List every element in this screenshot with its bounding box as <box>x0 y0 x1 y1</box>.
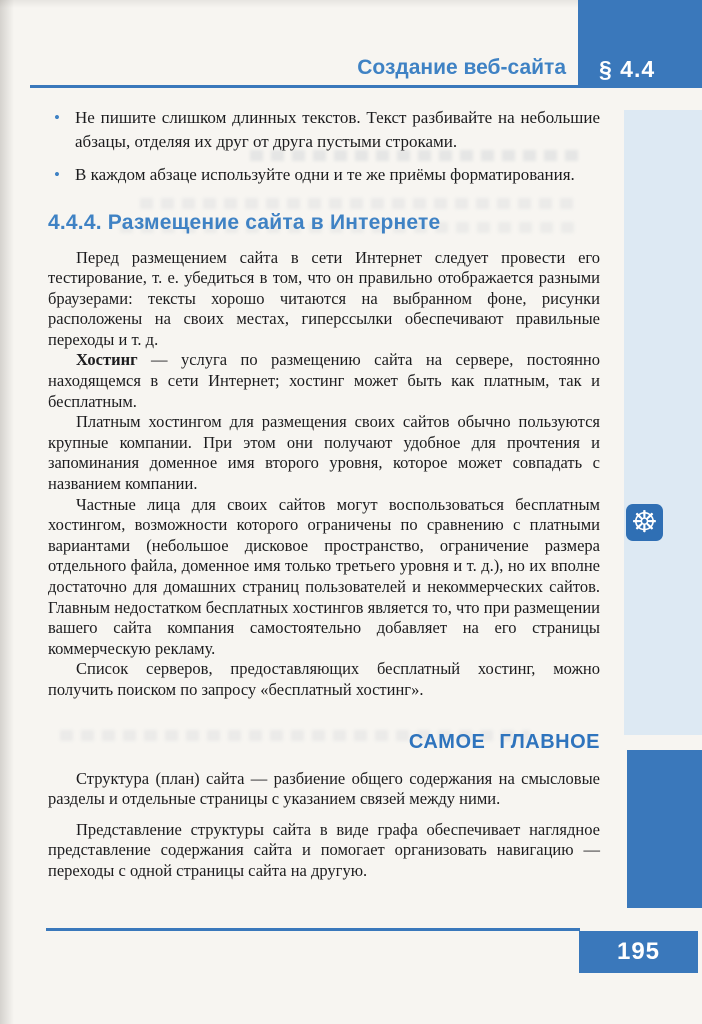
bullet-icon: • <box>54 108 60 127</box>
bullet-item <box>48 106 600 153</box>
paragraph-text: Платным хостингом для размещения своих сайтов обычно пользуются крупные компании. При этом они получают удобное для прочтения и запоминания доменное имя второго уровня, которое может совпадать с названием компании. <box>48 412 600 494</box>
paragraph-text: Представление структуры сайта в виде графа обеспечивает наглядное представление содержания сайта и помогает организовать навигацию — переходы с одной страницы сайта на другую. <box>48 819 600 880</box>
term-hosting: Хостинг <box>76 350 138 370</box>
scan-left-edge-shadow <box>0 0 14 1024</box>
paragraph-text: Перед размещением сайта в сети Интернет следует провести его тестирование, т. е. убедиться в том, что он правильно отображается разными браузерами: тексты хорошо читаются на выбранном фоне, рисунки расположены на своих местах, гиперссылки обеспечивают правильные переходы и т. д. <box>48 247 600 349</box>
paragraph-text: Структура (план) сайта — разбиение общего содержания на смысловые разделы и отдельные страницы с указанием связей между ними. <box>48 768 600 809</box>
bullet-item <box>48 163 600 187</box>
footer-rule <box>46 928 580 931</box>
paragraph-text: — услуга по размещению сайта на сервере, постоянно находящемся в сети Интернет; хостинг может быть как платным, так и бесплатным. <box>48 350 600 411</box>
summary-heading: САМОЕ ГЛАВНОЕ <box>408 730 600 753</box>
paragraph-text: Частные лица для своих сайтов могут воспользоваться бесплатным хостингом, возможности которого ограничены по сравнению с платными вариантами (небольшое дисковое пространство, ограничение размера отдельного файла, доменное имя только третьего уровня и т. д.), но их вполне достаточно для домашних страниц пользователей и некоммерческих сайтов. Главным недостатком бесплатных хостингов является то, что при размещении вашего сайта компания самостоятельно добавляет на его страницы коммерческую рекламу. <box>48 494 600 658</box>
body-paragraph <box>48 659 600 700</box>
bullet-text: В каждом абзаце используйте одни и те же приёмы форматирования. <box>75 165 575 184</box>
bullet-list <box>48 106 600 187</box>
body-paragraph <box>48 248 600 351</box>
header-rule <box>30 85 578 88</box>
bullet-text: Не пишите слишком длинных текстов. Текст разбивайте на небольшие абзацы, отделяя их друг от друга пустыми строками. <box>75 108 600 151</box>
section-heading: 4.4.4. Размещение сайта в Интернете <box>48 210 441 234</box>
summary-margin-block <box>627 750 702 908</box>
section-badge-label: § 4.4 <box>599 56 656 82</box>
summary-paragraph <box>48 820 600 882</box>
body-paragraph <box>48 495 600 660</box>
ship-wheel-icon: ☸ <box>626 504 663 541</box>
paragraph-text: Список серверов, предоставляющих бесплатный хостинг, можно получить поиском по запросу «бесплатный хостинг». <box>48 659 600 699</box>
running-head: Создание веб-сайта <box>357 56 566 79</box>
summary-paragraph <box>48 769 600 810</box>
bullet-icon: • <box>54 165 60 184</box>
section-badge <box>578 0 702 88</box>
body-paragraph <box>48 350 600 412</box>
page-number: 195 <box>616 938 661 965</box>
body-paragraph <box>48 412 600 494</box>
text-column <box>48 100 600 882</box>
page-number-badge <box>579 931 698 973</box>
margin-strip <box>624 110 702 735</box>
